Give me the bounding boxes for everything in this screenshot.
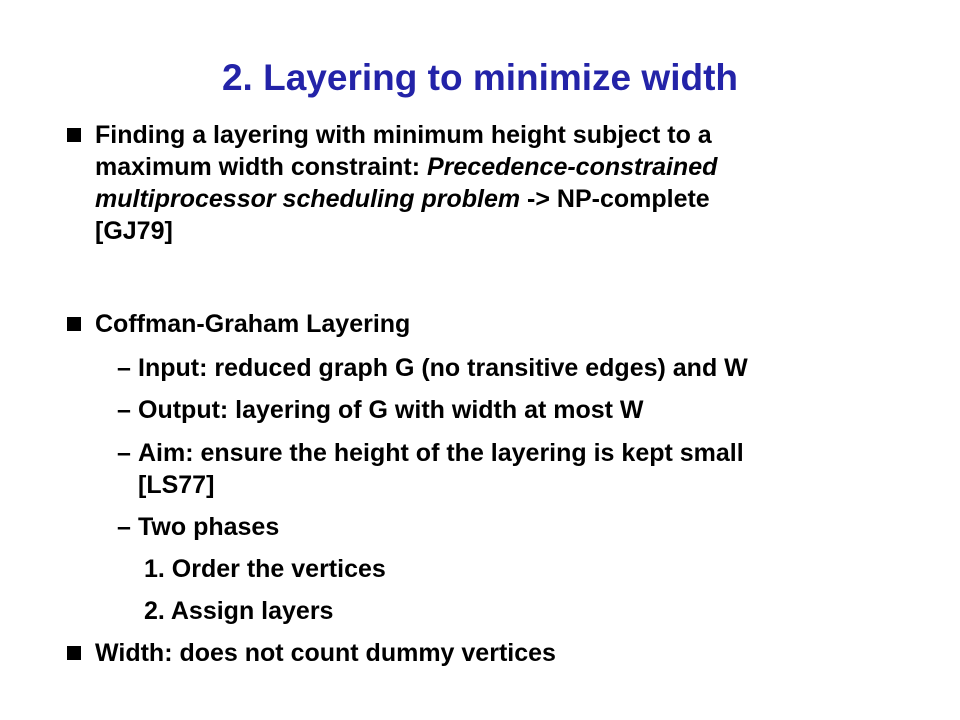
bullet-square-icon: [67, 128, 81, 142]
sub-bullet-aim-cont: [LS77]: [138, 471, 215, 499]
bullet-1-line-2-text: maximum width constraint:: [95, 153, 427, 181]
sub-bullet-output: Output: layering of G with width at most W: [138, 396, 644, 424]
bullet-2-label: Coffman-Graham Layering: [95, 310, 411, 338]
sub-bullet-dash: –: [117, 439, 131, 467]
phase-item-1: 1. Order the vertices: [144, 555, 386, 583]
bullet-3-label: Width: does not count dummy vertices: [95, 639, 556, 667]
bullet-1-line-2: [95, 151, 717, 183]
slide-title: 2. Layering to minimize width: [221, 57, 738, 98]
phase-item-2: 2. Assign layers: [144, 597, 334, 625]
bullet-square-icon: [67, 646, 81, 660]
bullet-1-line-3-italic: multiprocessor scheduling problem: [95, 185, 521, 213]
sub-bullet-dash: –: [117, 513, 131, 541]
bullet-1-line-3-text: -> NP-complete: [520, 185, 710, 213]
bullet-1-line-2-italic: Precedence-constrained: [426, 153, 718, 181]
sub-bullet-two-phases: Two phases: [138, 513, 280, 541]
bullet-1-line-3: [95, 183, 710, 215]
sub-bullet-input: Input: reduced graph G (no transitive edges) and W: [138, 354, 748, 382]
sub-bullet-aim: Aim: ensure the height of the layering is kept small: [138, 439, 744, 467]
bullet-1-line-1: Finding a layering with minimum height subject to a: [95, 121, 712, 149]
bullet-square-icon: [67, 317, 81, 331]
sub-bullet-dash: –: [117, 354, 131, 382]
sub-bullet-dash: –: [117, 396, 131, 424]
bullet-1-line-4: [GJ79]: [95, 217, 173, 245]
